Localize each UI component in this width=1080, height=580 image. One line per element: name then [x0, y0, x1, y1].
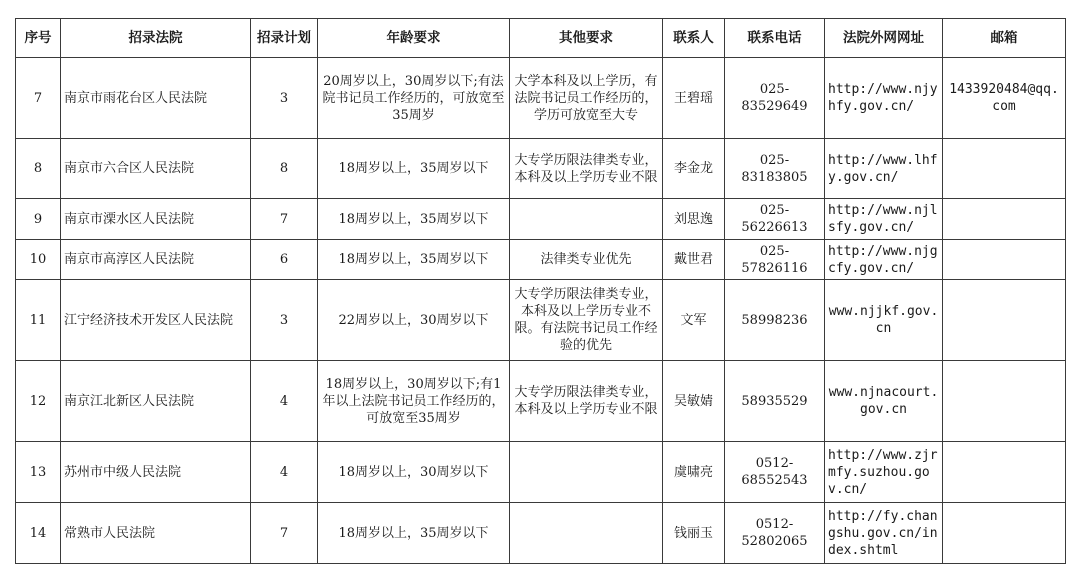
cell-court: 苏州市中级人民法院: [61, 442, 251, 503]
header-other: 其他要求: [510, 19, 663, 58]
cell-court: 南京市溧水区人民法院: [61, 199, 251, 240]
cell-other: [510, 199, 663, 240]
cell-plan: 4: [251, 442, 318, 503]
cell-email: [943, 280, 1066, 361]
cell-email[interactable]: 1433920484@qq.com: [943, 58, 1066, 139]
cell-court: 南京市六合区人民法院: [61, 139, 251, 199]
table-row: [16, 199, 1066, 240]
cell-age: 18周岁以上，30周岁以下: [318, 442, 510, 503]
cell-age: 18周岁以上，35周岁以下: [318, 139, 510, 199]
cell-plan: 4: [251, 361, 318, 442]
header-phone: 联系电话: [725, 19, 825, 58]
cell-other: [510, 503, 663, 564]
cell-phone: 025-83183805: [725, 139, 825, 199]
cell-other: 大学本科及以上学历，有法院书记员工作经历的，学历可放宽至大专: [510, 58, 663, 139]
cell-age: 18周岁以上，35周岁以下: [318, 199, 510, 240]
cell-phone: 58935529: [725, 361, 825, 442]
cell-other: 大专学历限法律类专业，本科及以上学历专业不限: [510, 139, 663, 199]
header-email: 邮箱: [943, 19, 1066, 58]
cell-phone: 025-56226613: [725, 199, 825, 240]
cell-no: 9: [16, 199, 61, 240]
cell-contact: 王碧瑶: [663, 58, 725, 139]
cell-age: 18周岁以上，35周岁以下: [318, 503, 510, 564]
cell-no: 14: [16, 503, 61, 564]
cell-email: [943, 199, 1066, 240]
header-age: 年龄要求: [318, 19, 510, 58]
header-court: 招录法院: [61, 19, 251, 58]
cell-contact: 虞啸亮: [663, 442, 725, 503]
cell-court: 南京市高淳区人民法院: [61, 240, 251, 280]
cell-phone: 025-83529649: [725, 58, 825, 139]
table-header-row: [16, 19, 1066, 58]
cell-court: 江宁经济技术开发区人民法院: [61, 280, 251, 361]
cell-email: [943, 442, 1066, 503]
table-row: [16, 240, 1066, 280]
cell-no: 7: [16, 58, 61, 139]
table-row: [16, 58, 1066, 139]
cell-url[interactable]: www.njjkf.gov.cn: [825, 280, 943, 361]
header-plan: 招录计划: [251, 19, 318, 58]
recruitment-table: [15, 18, 1066, 564]
cell-url[interactable]: http://www.lhfy.gov.cn/: [825, 139, 943, 199]
table-row: [16, 280, 1066, 361]
cell-no: 13: [16, 442, 61, 503]
cell-court: 南京市雨花台区人民法院: [61, 58, 251, 139]
cell-phone: 58998236: [725, 280, 825, 361]
cell-age: 18周岁以上，30周岁以下;有1年以上法院书记员工作经历的，可放宽至35周岁: [318, 361, 510, 442]
cell-phone: 025-57826116: [725, 240, 825, 280]
cell-plan: 7: [251, 199, 318, 240]
cell-contact: 刘思逸: [663, 199, 725, 240]
cell-other: [510, 442, 663, 503]
header-no: 序号: [16, 19, 61, 58]
cell-court: 南京江北新区人民法院: [61, 361, 251, 442]
cell-url[interactable]: http://www.zjrmfy.suzhou.gov.cn/: [825, 442, 943, 503]
table-row: [16, 442, 1066, 503]
cell-no: 12: [16, 361, 61, 442]
cell-url[interactable]: http://www.njyhfy.gov.cn/: [825, 58, 943, 139]
table-row: [16, 361, 1066, 442]
cell-no: 11: [16, 280, 61, 361]
table-row: [16, 139, 1066, 199]
header-url: 法院外网网址: [825, 19, 943, 58]
cell-court: 常熟市人民法院: [61, 503, 251, 564]
cell-contact: 文军: [663, 280, 725, 361]
header-contact: 联系人: [663, 19, 725, 58]
table-row: [16, 503, 1066, 564]
cell-other: 大专学历限法律类专业，本科及以上学历专业不限。有法院书记员工作经验的优先: [510, 280, 663, 361]
cell-other: 法律类专业优先: [510, 240, 663, 280]
cell-contact: 戴世君: [663, 240, 725, 280]
cell-plan: 7: [251, 503, 318, 564]
cell-plan: 3: [251, 280, 318, 361]
cell-url[interactable]: www.njnacourt.gov.cn: [825, 361, 943, 442]
cell-url[interactable]: http://www.njgcfy.gov.cn/: [825, 240, 943, 280]
cell-email: [943, 240, 1066, 280]
cell-email: [943, 139, 1066, 199]
cell-email: [943, 361, 1066, 442]
cell-phone: 0512-52802065: [725, 503, 825, 564]
cell-age: 22周岁以上，30周岁以下: [318, 280, 510, 361]
cell-contact: 钱丽玉: [663, 503, 725, 564]
cell-age: 20周岁以上，30周岁以下;有法院书记员工作经历的，可放宽至35周岁: [318, 58, 510, 139]
cell-plan: 3: [251, 58, 318, 139]
cell-age: 18周岁以上，35周岁以下: [318, 240, 510, 280]
cell-other: 大专学历限法律类专业，本科及以上学历专业不限: [510, 361, 663, 442]
cell-plan: 8: [251, 139, 318, 199]
cell-phone: 0512-68552543: [725, 442, 825, 503]
cell-contact: 吴敏婧: [663, 361, 725, 442]
cell-contact: 李金龙: [663, 139, 725, 199]
cell-email: [943, 503, 1066, 564]
cell-plan: 6: [251, 240, 318, 280]
cell-url[interactable]: http://fy.changshu.gov.cn/index.shtml: [825, 503, 943, 564]
cell-url[interactable]: http://www.njlsfy.gov.cn/: [825, 199, 943, 240]
cell-no: 10: [16, 240, 61, 280]
cell-no: 8: [16, 139, 61, 199]
